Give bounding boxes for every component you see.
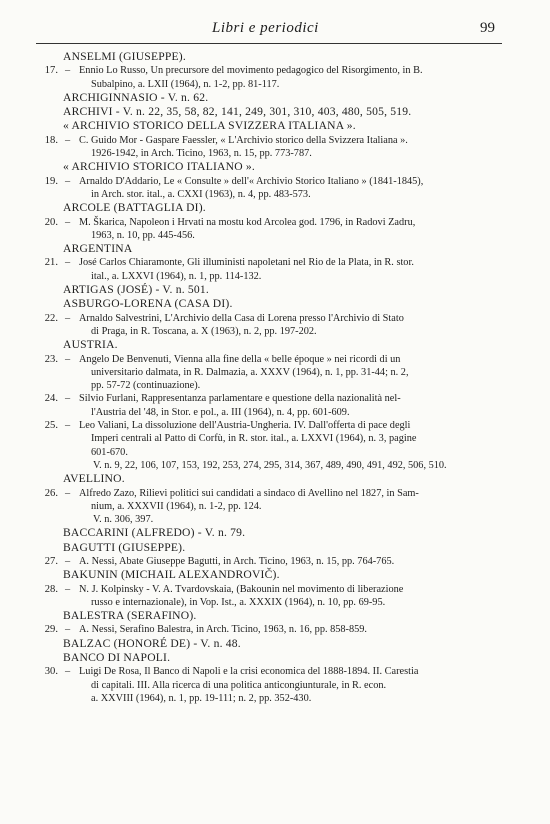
entry-line — [36, 487, 502, 500]
entry-line — [36, 555, 502, 568]
entry-line — [36, 325, 502, 338]
entry-line — [36, 513, 502, 526]
entry-dash: – — [65, 257, 71, 269]
subject-heading — [36, 338, 502, 352]
heading-text: ARTIGAS (JOSÉ) - V. n. 501. — [63, 283, 209, 297]
entry-text: José Carlos Chiaramonte, Gli illuministi napoletani nel Rio de la Plata, in R. stor. — [79, 257, 414, 269]
entry-text: pp. 57-72 (continuazione). — [91, 380, 201, 392]
entry-text: di Praga, in R. Toscana, a. X (1963), n. 2, pp. 197-202. — [91, 325, 317, 337]
entry-text: Leo Valiani, La dissoluzione dell'Austria-Ungheria. IV. Dall'offerta di pace degli — [79, 420, 411, 432]
entry-number: 24. — [44, 393, 58, 405]
entry-dash: – — [65, 393, 71, 405]
entry-dash: – — [65, 65, 71, 77]
entry-dash: – — [65, 583, 71, 595]
entry-number: 20. — [44, 216, 58, 228]
entry-text: A. Nessi, Abate Giuseppe Bagutti, in Arch. Ticino, 1963, n. 15, pp. 764-765. — [79, 555, 395, 567]
entry-number: 29. — [44, 624, 58, 636]
entry-number: 27. — [44, 555, 58, 567]
entry-text: Arnaldo D'Addario, Le « Consulte » dell'« Archivio Storico Italiano » (1841-1845), — [79, 175, 424, 187]
entry-text: Ennio Lo Russo, Un precursore del movimento pedagogico del Risorgimento, in B. — [79, 65, 423, 77]
heading-text: BALESTRA (SERAFINO). — [63, 609, 197, 623]
entry-number: 30. — [44, 666, 58, 678]
entry-line — [36, 623, 502, 636]
entry-line — [36, 446, 502, 459]
heading-text: « ARCHIVIO STORICO DELLA SVIZZERA ITALIANA ». — [63, 119, 356, 133]
running-header — [0, 20, 550, 40]
entry-line — [36, 229, 502, 242]
heading-text: BANCO DI NAPOLI. — [63, 651, 171, 665]
heading-text: ARGENTINA — [63, 242, 133, 256]
subject-heading — [36, 297, 502, 311]
entry-text: N. J. Kolpinsky - V. A. Tvardovskaia, (Bakounin nel movimento di liberazione — [79, 583, 404, 595]
entry-text: universitario dalmata, in R. Dalmazia, a. XXXV (1964), n. 1, pp. 31-44; n. 2, — [91, 366, 409, 378]
entry-line — [36, 175, 502, 188]
entry-line — [36, 459, 502, 472]
entry-text: 1926-1942, in Arch. Ticino, 1963, n. 15, pp. 773-787. — [91, 148, 312, 160]
entry-text: di capitali. III. Alla ricerca di una politica anticongiunturale, in R. econ. — [91, 679, 387, 691]
entry-dash: – — [65, 666, 71, 678]
entry-number: 17. — [44, 65, 58, 77]
entry-dash: – — [65, 420, 71, 432]
entry-dash: – — [65, 312, 71, 324]
subject-heading — [36, 609, 502, 623]
entry-number: 19. — [44, 175, 58, 187]
subject-heading — [36, 541, 502, 555]
subject-heading — [36, 637, 502, 651]
entry-text: l'Austria del '48, in Stor. e pol., a. III (1964), n. 4, pp. 601-609. — [91, 406, 350, 418]
entry-dash: – — [65, 353, 71, 365]
entry-line — [36, 419, 502, 432]
heading-text: AUSTRIA. — [63, 338, 118, 352]
entry-number: 21. — [44, 257, 58, 269]
heading-text: ANSELMI (GIUSEPPE). — [63, 50, 186, 63]
subject-heading — [36, 160, 502, 174]
subject-heading — [36, 91, 502, 105]
subject-heading — [36, 201, 502, 215]
entry-text: in Arch. stor. ital., a. CXXI (1963), n. 4, pp. 483-573. — [91, 188, 311, 200]
subject-heading — [36, 651, 502, 665]
entry-text: 1963, n. 10, pp. 445-456. — [91, 229, 195, 241]
heading-text: BACCARINI (ALFREDO) - V. n. 79. — [63, 526, 246, 540]
entry-line — [36, 147, 502, 160]
entry-number: 26. — [44, 487, 58, 499]
entry-text: V. n. 9, 22, 106, 107, 153, 192, 253, 274, 295, 314, 367, 489, 490, 491, 492, 506, 510. — [93, 459, 447, 471]
entry-dash: – — [65, 487, 71, 499]
entry-text: a. XXVIII (1964), n. 1, pp. 19-111; n. 2, pp. 352-430. — [91, 692, 312, 704]
heading-text: ARCHIGINNASIO - V. n. 62. — [63, 90, 209, 104]
subject-heading — [36, 568, 502, 582]
subject-heading — [36, 50, 502, 64]
entry-text: Alfredo Zazo, Rilievi politici sui candidati a sindaco di Avellino nel 1827, in Sam- — [79, 487, 419, 499]
entry-text: Imperi centrali al Patto di Corfù, in R. stor. ital., a. LXXVI (1964), n. 3, pagine — [91, 433, 417, 445]
entry-number: 28. — [44, 583, 58, 595]
entry-line — [36, 78, 502, 91]
entry-line — [36, 665, 502, 678]
entry-dash: – — [65, 555, 71, 567]
entry-text: A. Nessi, Serafino Balestra, in Arch. Ticino, 1963, n. 16, pp. 858-859. — [79, 624, 368, 636]
entry-text: C. Guido Mor - Gaspare Faessler, « L'Archivio storico della Svizzera Italiana ». — [79, 134, 408, 146]
entry-text: nium, a. XXXVII (1964), n. 1-2, pp. 124. — [91, 500, 262, 512]
header-title: Libri e periodici — [212, 20, 319, 36]
entry-text: V. n. 306, 397. — [93, 514, 154, 526]
entry-line — [36, 596, 502, 609]
header-rule — [36, 43, 502, 44]
entry-number: 22. — [44, 312, 58, 324]
entry-line — [36, 353, 502, 366]
entry-text: Silvio Furlani, Rappresentanza parlamentare e questione della nazionalità nel- — [79, 393, 401, 405]
entry-text: Luigi De Rosa, Il Banco di Napoli e la crisi economica del 1888-1894. II. Carestia — [79, 666, 419, 678]
entry-line — [36, 64, 502, 77]
entry-text: Subalpino, a. LXII (1964), n. 1-2, pp. 81-117. — [91, 78, 280, 90]
entry-dash: – — [65, 134, 71, 146]
entry-number: 25. — [44, 420, 58, 432]
heading-text: ARCOLE (BATTAGLIA DI). — [63, 201, 206, 215]
entry-text: Angelo De Benvenuti, Vienna alla fine della « belle époque » nei ricordi di un — [79, 353, 401, 365]
entry-text: russo e internazionale), in Vop. Ist., a. XXXIX (1964), n. 10, pp. 69-95. — [91, 596, 386, 608]
entry-line — [36, 188, 502, 201]
heading-text: BAKUNIN (MICHAIL ALEXANDROVIČ). — [63, 568, 280, 582]
entry-dash: – — [65, 175, 71, 187]
entry-line — [36, 392, 502, 405]
heading-text: « ARCHIVIO STORICO ITALIANO ». — [63, 160, 255, 174]
subject-heading — [36, 119, 502, 133]
entry-line — [36, 500, 502, 513]
entry-line — [36, 406, 502, 419]
heading-text: BALZAC (HONORÉ DE) - V. n. 48. — [63, 636, 241, 650]
heading-text: ARCHIVI - V. n. 22, 35, 58, 82, 141, 249, 301, 310, 403, 480, 505, 519. — [63, 105, 412, 119]
subject-heading — [36, 283, 502, 297]
subject-heading — [36, 472, 502, 486]
entry-text: ital., a. LXXVI (1964), n. 1, pp. 114-132. — [91, 270, 262, 282]
heading-text: AVELLINO. — [63, 472, 125, 486]
heading-text: ASBURGO-LORENA (CASA DI). — [63, 297, 233, 311]
entry-line — [36, 692, 502, 705]
entry-line — [36, 583, 502, 596]
entry-text: 601-670. — [91, 446, 128, 458]
subject-heading — [36, 105, 502, 119]
entry-line — [36, 432, 502, 445]
subject-heading — [36, 526, 502, 540]
entry-line — [36, 270, 502, 283]
entry-dash: – — [65, 624, 71, 636]
entry-dash: – — [65, 216, 71, 228]
entry-line — [36, 256, 502, 269]
entry-line — [36, 312, 502, 325]
entry-line — [36, 134, 502, 147]
bibliography-list — [36, 50, 502, 705]
entry-text: M. Škarica, Napoleon i Hrvati na mostu kod Arcolea god. 1796, in Radovi Zadru, — [79, 216, 416, 228]
entry-text: Arnaldo Salvestrini, L'Archivio della Casa di Lorena presso l'Archivio di Stato — [79, 312, 404, 324]
entry-line — [36, 379, 502, 392]
entry-line — [36, 366, 502, 379]
entry-line — [36, 216, 502, 229]
heading-text: BAGUTTI (GIUSEPPE). — [63, 540, 186, 554]
entry-number: 23. — [44, 353, 58, 365]
entry-line — [36, 679, 502, 692]
entry-number: 18. — [44, 134, 58, 146]
page-number: 99 — [480, 20, 495, 36]
subject-heading — [36, 242, 502, 256]
